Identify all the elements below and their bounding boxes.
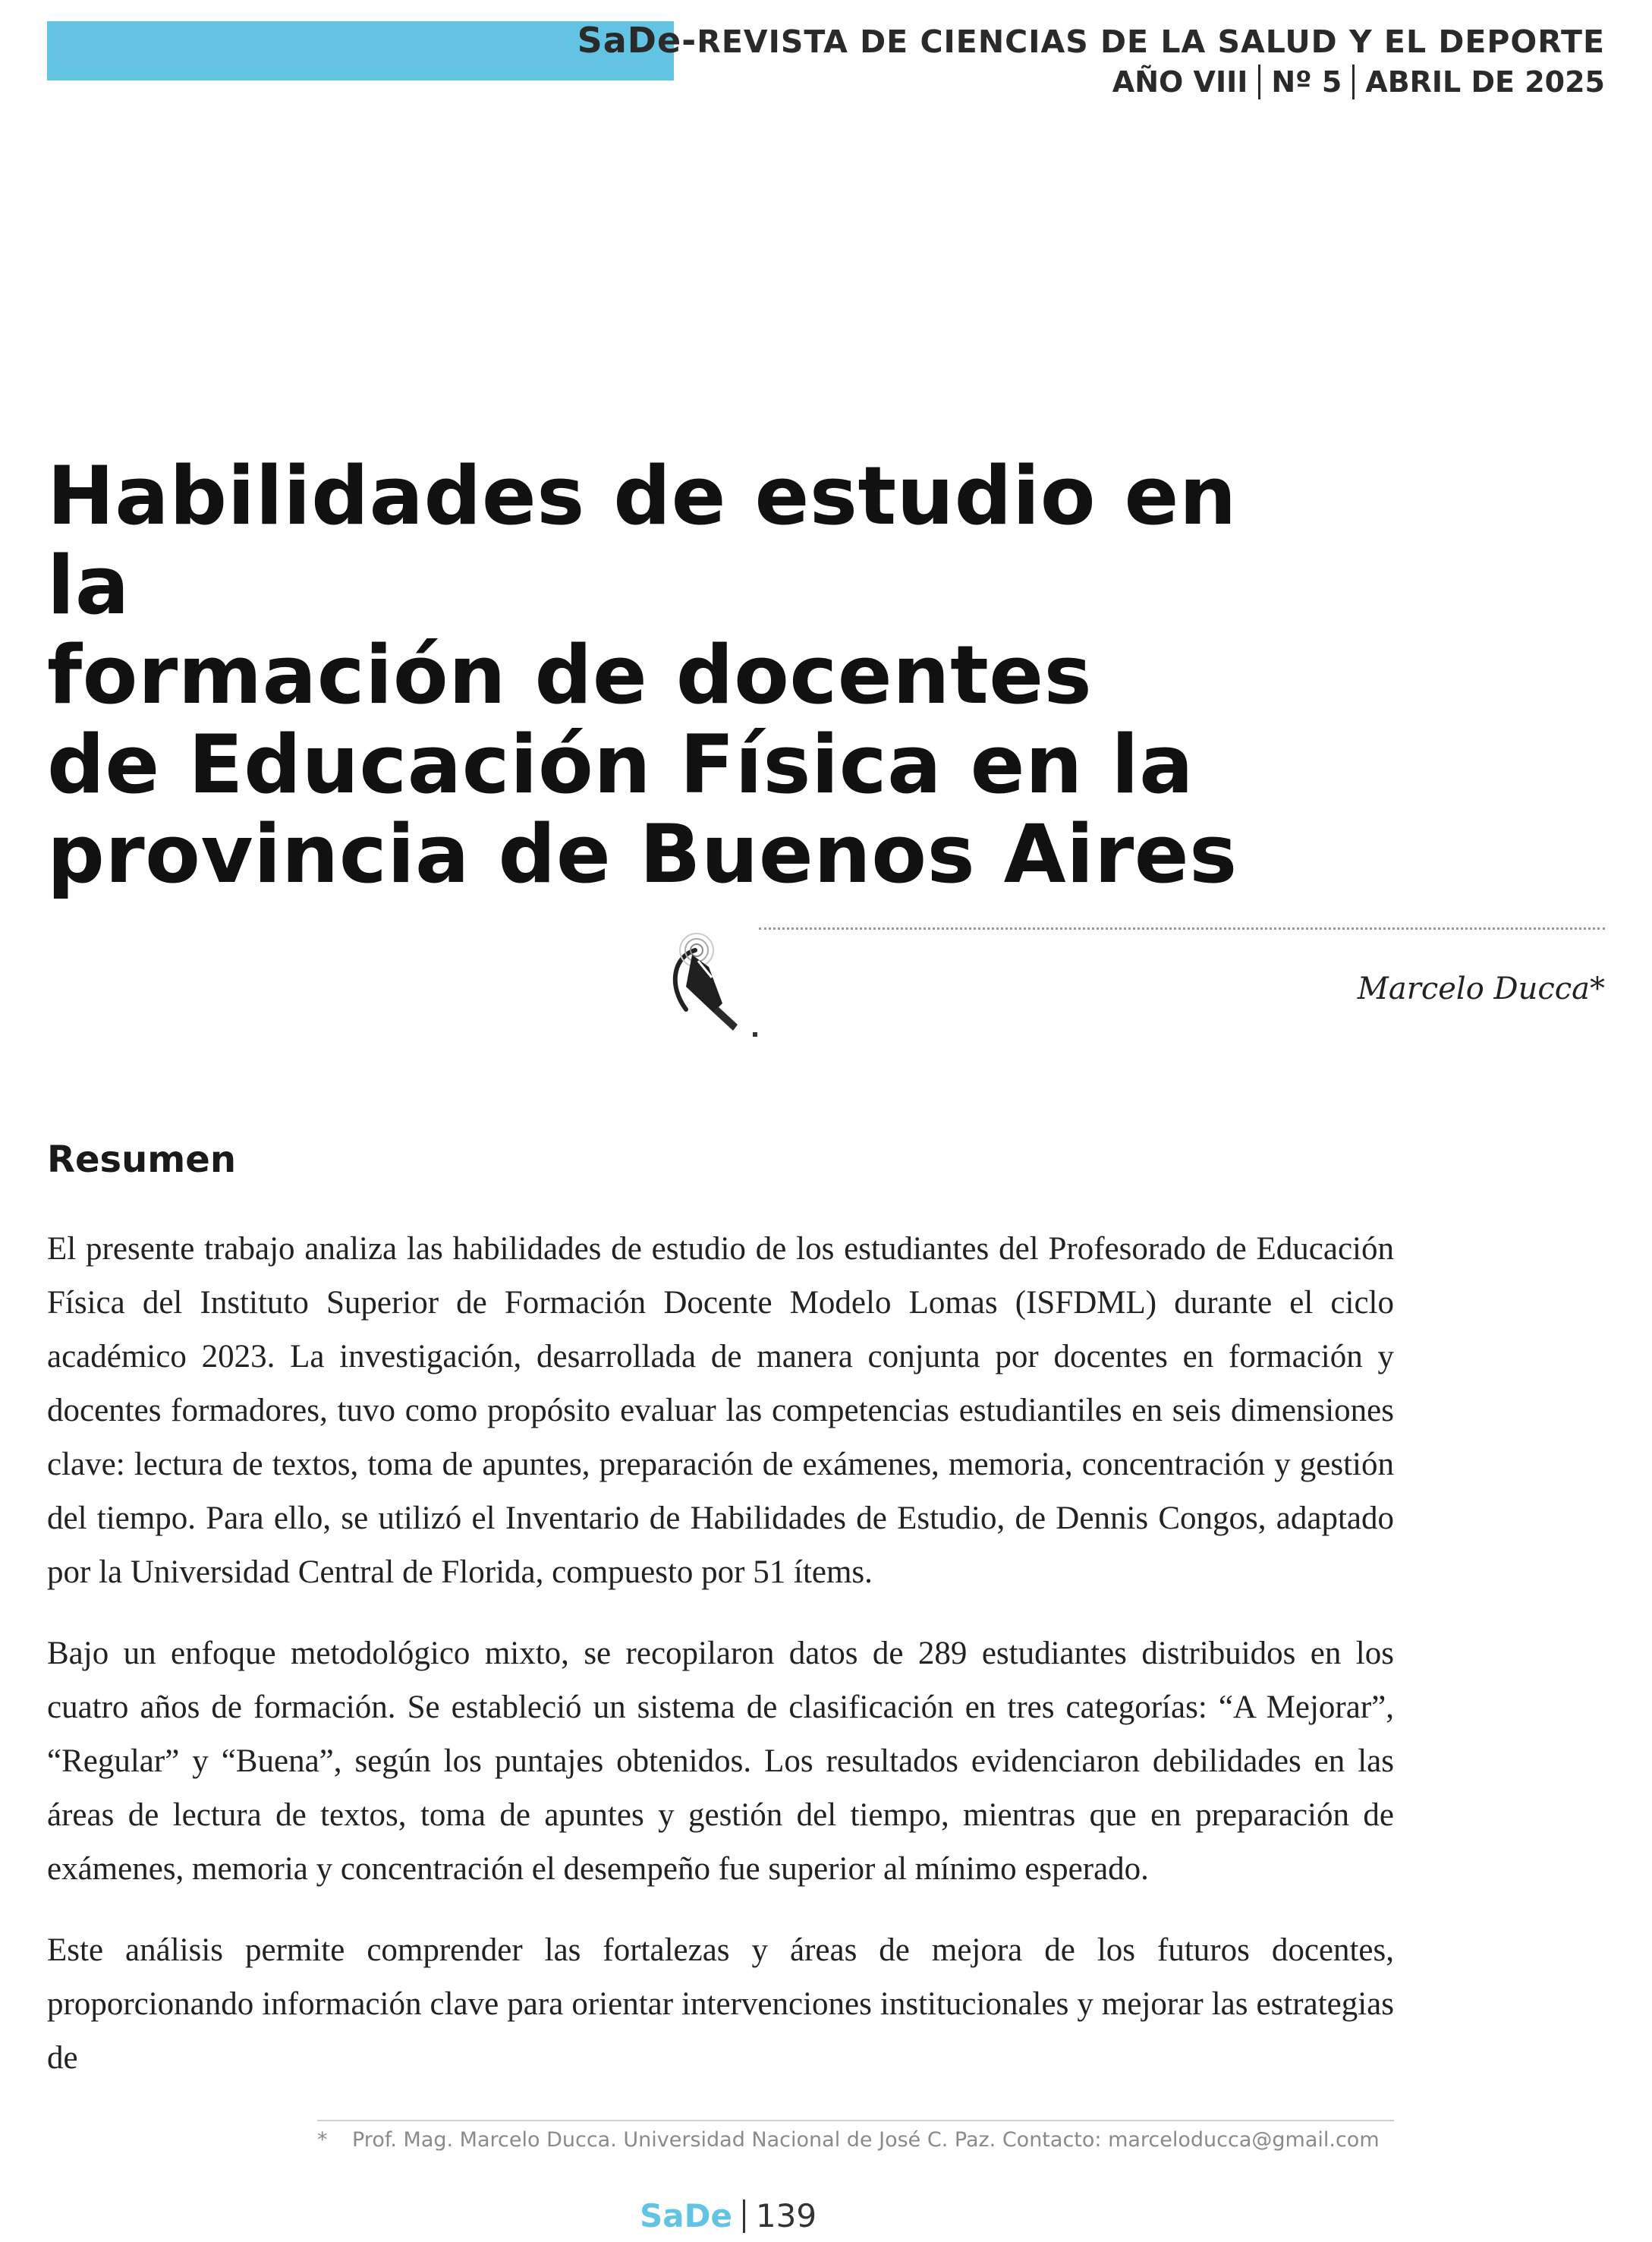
issue-divider: [1352, 65, 1355, 99]
fountain-pen-icon: [653, 924, 774, 1046]
journal-title-line: [577, 20, 1605, 62]
footnote-mark: *: [317, 2128, 328, 2152]
abstract-body: [47, 1222, 1394, 2112]
journal-name: REVISTA DE CIENCIAS DE LA SALUD Y EL DEPORTE: [697, 24, 1605, 60]
footnote-divider: [317, 2120, 1394, 2121]
footer-brand: SaDe: [640, 2197, 732, 2234]
author-divider: [759, 927, 1605, 930]
abstract-paragraph: Este análisis permite comprender las fortalezas y áreas de mejora de los futuros docentes, proporcionando información clave para orientar intervenciones institucionales y mejorar las estrategias de: [47, 1932, 1394, 2076]
author-name: Marcelo Ducca*: [1357, 971, 1605, 1006]
abstract-paragraph: Bajo un enfoque metodológico mixto, se recopilaron datos de 289 estudiantes distribuidos en los cuatro años de formación. Se estableció un sistema de clasificación en tres categorías: “A Mejorar”, “Regular” y “Buena”, según los puntajes obtenidos. Los resultados evidenciaron debilidades en las áreas de lectura de textos, toma de apuntes y gestión del tiempo, mientras que en preparación de exámenes, memoria y concentración el desempeño fue superior al mínimo esperado.: [47, 1636, 1394, 1887]
footnote: [317, 2128, 1380, 2152]
page-number: 139: [755, 2197, 817, 2234]
footnote-text: Prof. Mag. Marcelo Ducca. Universidad Nacional de José C. Paz. Contacto: marceloducca@gmail.com: [352, 2128, 1380, 2152]
journal-date: ABRIL DE 2025: [1365, 65, 1605, 99]
journal-issue: Nº 5: [1271, 65, 1342, 99]
issue-divider: [1258, 65, 1260, 99]
title-line: Habilidades de estudio en la: [47, 449, 1237, 632]
abstract-paragraph: El presente trabajo analiza las habilidades de estudio de los estudiantes del Profesorado de Educación Física del Instituto Superior de Formación Docente Modelo Lomas (ISFDML) durante el ciclo académico 2023. La investigación, desarrollada de manera conjunta por docentes en formación y docentes formadores, tuvo como propósito evaluar las competencias estudiantiles en seis dimensiones clave: lectura de textos, toma de apuntes, preparación de exámenes, memoria, concentración y gestión del tiempo. Para ello, se utilizó el Inventario de Habilidades de Estudio, de Dennis Congos, adaptado por la Universidad Central de Florida, compuesto por 51 ítems.: [47, 1231, 1394, 1590]
title-line: provincia de Buenos Aires: [47, 808, 1238, 901]
journal-issue-line: [577, 62, 1605, 102]
footer-divider: [743, 2199, 745, 2233]
page-footer: [640, 2197, 817, 2234]
title-line: formación de docentes: [47, 628, 1093, 722]
title-line: de Educación Física en la: [47, 718, 1194, 811]
journal-header: [577, 20, 1605, 102]
journal-brand: SaDe-: [577, 20, 697, 61]
abstract-heading: Resumen: [47, 1138, 236, 1181]
article-title: [47, 449, 1337, 901]
journal-year: AÑO VIII: [1112, 65, 1248, 99]
